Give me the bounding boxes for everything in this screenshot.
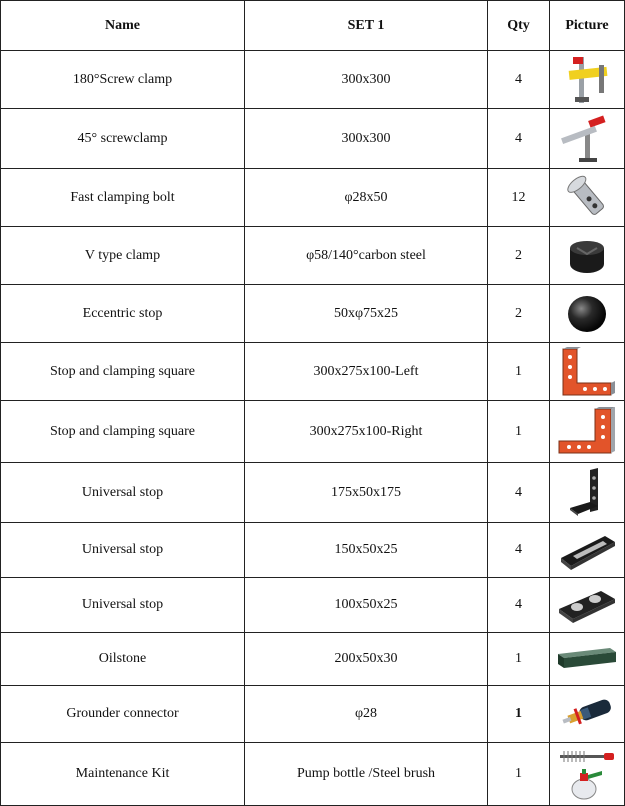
- item-name: Stop and clamping square: [1, 343, 245, 401]
- item-picture: [550, 109, 625, 169]
- item-qty: 1: [488, 686, 550, 743]
- item-name: Fast clamping bolt: [1, 169, 245, 227]
- item-set: 200x50x30: [245, 633, 488, 686]
- screw-clamp-45-icon: [555, 112, 619, 166]
- header-set: SET 1: [245, 1, 488, 51]
- universal-stop-slot-icon: [555, 528, 619, 572]
- item-qty: 1: [488, 743, 550, 806]
- universal-stop-holes-icon: [555, 583, 619, 627]
- item-name: 45° screwclamp: [1, 109, 245, 169]
- header-qty: Qty: [488, 1, 550, 51]
- item-name: Oilstone: [1, 633, 245, 686]
- item-set: 300x275x100-Left: [245, 343, 488, 401]
- item-set: 100x50x25: [245, 578, 488, 633]
- item-picture: [550, 523, 625, 578]
- square-right-icon: [555, 405, 619, 459]
- item-picture: [550, 401, 625, 463]
- table-row: [1, 285, 625, 343]
- item-qty: 1: [488, 633, 550, 686]
- item-picture: [550, 743, 625, 806]
- item-set: Pump bottle /Steel brush: [245, 743, 488, 806]
- item-name: Universal stop: [1, 523, 245, 578]
- item-name: V type clamp: [1, 227, 245, 285]
- table-row: [1, 169, 625, 227]
- header-picture: Picture: [550, 1, 625, 51]
- item-set: φ58/140°carbon steel: [245, 227, 488, 285]
- item-name: Grounder connector: [1, 686, 245, 743]
- table-row: [1, 401, 625, 463]
- table-row: [1, 109, 625, 169]
- v-clamp-icon: [565, 234, 609, 278]
- item-name: Maintenance Kit: [1, 743, 245, 806]
- item-picture: [550, 285, 625, 343]
- item-qty: 4: [488, 463, 550, 523]
- eccentric-stop-icon: [563, 292, 611, 336]
- item-set: 175x50x175: [245, 463, 488, 523]
- table-row: [1, 633, 625, 686]
- table-row: [1, 578, 625, 633]
- item-qty: 4: [488, 578, 550, 633]
- item-set: 50xφ75x25: [245, 285, 488, 343]
- item-qty: 4: [488, 523, 550, 578]
- item-name: 180°Screw clamp: [1, 51, 245, 109]
- item-picture: [550, 343, 625, 401]
- table-row: [1, 343, 625, 401]
- item-set: 300x300: [245, 109, 488, 169]
- maintenance-kit-icon: [554, 747, 620, 801]
- item-set: 150x50x25: [245, 523, 488, 578]
- screw-clamp-180-icon: [557, 53, 617, 107]
- table-row: [1, 686, 625, 743]
- grounder-connector-icon: [556, 692, 618, 736]
- item-name: Eccentric stop: [1, 285, 245, 343]
- header-row: [1, 1, 625, 51]
- item-qty: 4: [488, 109, 550, 169]
- item-qty: 12: [488, 169, 550, 227]
- item-picture: [550, 51, 625, 109]
- item-name: Stop and clamping square: [1, 401, 245, 463]
- item-set: φ28: [245, 686, 488, 743]
- item-picture: [550, 463, 625, 523]
- square-left-icon: [557, 345, 617, 399]
- item-qty: 4: [488, 51, 550, 109]
- item-picture: [550, 169, 625, 227]
- table-row: [1, 51, 625, 109]
- item-qty: 2: [488, 227, 550, 285]
- table-row: [1, 743, 625, 806]
- item-qty: 1: [488, 343, 550, 401]
- header-name: Name: [1, 1, 245, 51]
- universal-stop-angle-icon: [562, 466, 612, 520]
- item-picture: [550, 686, 625, 743]
- clamping-bolt-icon: [559, 172, 615, 224]
- item-picture: [550, 227, 625, 285]
- item-picture: [550, 633, 625, 686]
- item-set: 300x275x100-Right: [245, 401, 488, 463]
- item-qty: 2: [488, 285, 550, 343]
- table-row: [1, 227, 625, 285]
- item-set: 300x300: [245, 51, 488, 109]
- item-picture: [550, 578, 625, 633]
- table-row: [1, 523, 625, 578]
- item-name: Universal stop: [1, 578, 245, 633]
- item-qty: 1: [488, 401, 550, 463]
- oilstone-icon: [554, 644, 620, 674]
- table-row: [1, 463, 625, 523]
- item-set: φ28x50: [245, 169, 488, 227]
- item-name: Universal stop: [1, 463, 245, 523]
